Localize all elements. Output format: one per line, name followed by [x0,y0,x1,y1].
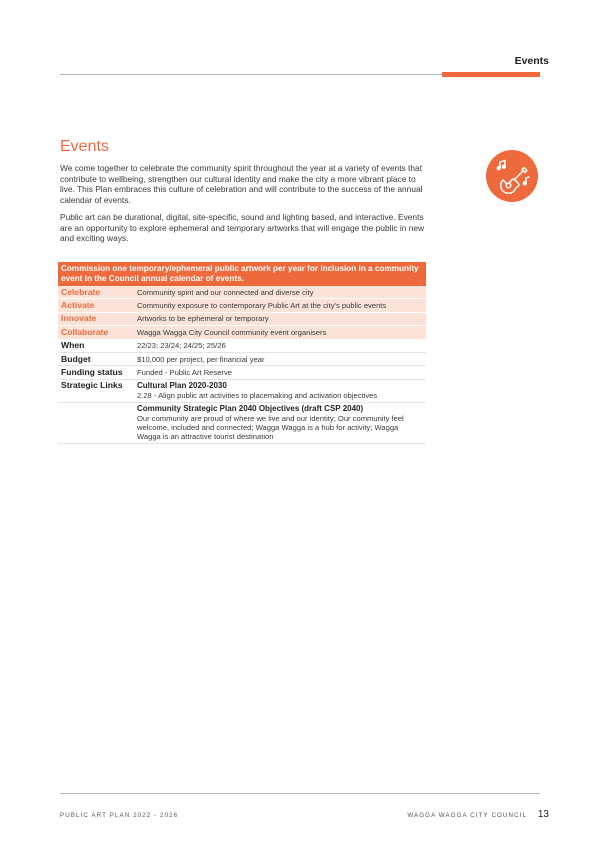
header-section-label: Events [514,55,549,67]
row-value: $10,000 per project, per financial year [134,353,426,366]
cultural-plan-heading: Cultural Plan 2020-2030 [137,381,227,391]
row-key: When [58,339,134,352]
table-row-csp [58,402,426,444]
table-row-activate [58,299,426,312]
row-key: Activate [58,299,134,312]
row-key: Funding status [58,366,134,379]
guitar-music-notes-icon [486,150,538,202]
table-row-funding-status [58,366,426,379]
row-key: Strategic Links [58,379,134,402]
csp-heading: Community Strategic Plan 2040 Objectives (draft CSP 2040) [137,404,364,414]
intro-paragraph-2: Public art can be durational, digital, site-specific, sound and lighting based, and interactive. Events are an opportunity to explore ephemeral and temporary artworks that will engage the public in new and exciting ways. [60,212,425,244]
row-key-empty [58,402,134,444]
table-row-budget [58,353,426,366]
table-row-when [58,339,426,352]
row-value: 22/23; 23/24; 24/25; 25/26 [134,339,426,352]
cultural-plan-text: 2.28 - Align public art activities to placemaking and activation objectives [137,390,378,400]
row-value [134,402,426,444]
row-value: Community spirit and our connected and diverse city [134,286,426,299]
table-banner-row [58,262,426,286]
row-key: Budget [58,353,134,366]
row-value: Artworks to be ephemeral or temporary [134,312,426,325]
footer-document-title: PUBLIC ART PLAN 2022 - 2026 [60,812,179,819]
row-value: Funded - Public Art Reserve [134,366,426,379]
footer-organisation: WAGGA WAGGA CITY COUNCIL [407,812,527,819]
table-row-collaborate [58,326,426,339]
table-row-celebrate [58,286,426,299]
event-commission-table [58,262,426,444]
intro-paragraph-1: We come together to celebrate the community spirit throughout the year at a variety of events that contribute to wellbeing, strengthen our cultural identity and make the city a more vibrant place to live. This Plan embraces this culture of celebration and will contribute to the success of the annual calendar of events. [60,163,423,205]
csp-text: Our community are proud of where we live and our identity; Our community feel welcome, included and connected; Wagga Wagga is a hub for activity; Wagga Wagga is an attractive tourist destination [137,413,404,442]
row-value: Community exposure to contemporary Public Art at the city's public events [134,299,426,312]
table-row-innovate [58,312,426,325]
page-number: 13 [537,809,549,820]
row-key: Celebrate [58,286,134,299]
footer-rule [60,793,540,794]
row-key: Collaborate [58,326,134,339]
row-value: Wagga Wagga City Council community event organisers [134,326,426,339]
header-accent-bar [442,72,540,77]
table-banner: Commission one temporary/ephemeral public artwork per year for inclusion in a community event in the Council annual calendar of events. [58,262,426,286]
page-title: Events [60,138,109,155]
row-key: Innovate [58,312,134,325]
table-row-strategic-links [58,379,426,402]
row-value [134,379,426,402]
